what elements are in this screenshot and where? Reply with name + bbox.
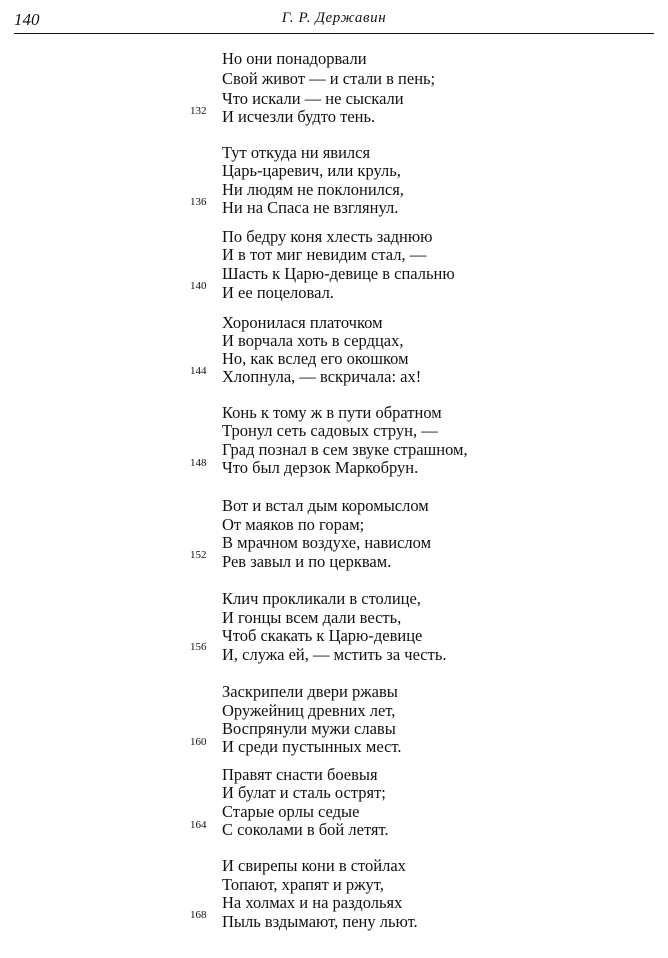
verse-line: От маяков по горам;	[222, 515, 365, 534]
line-number: 140	[190, 280, 207, 292]
verse-line: Конь к тому ж в пути обратном	[222, 403, 442, 422]
verse-line: Заскрипели двери ржавы	[222, 682, 398, 701]
verse-line: Правят снасти боевыя	[222, 765, 378, 784]
verse-line: Старые орлы седые	[222, 802, 360, 821]
verse-line: Что был дерзок Маркобрун.	[222, 458, 419, 477]
verse-line: Рев завыл и по церквам.	[222, 552, 392, 571]
line-number: 132	[190, 105, 207, 117]
verse-line: И в тот миг невидим стал, —	[222, 245, 427, 264]
verse-line: Чтоб скакать к Царю-девице	[222, 626, 423, 645]
line-number: 168	[190, 909, 207, 921]
verse-line: Топают, храпят и ржут,	[222, 875, 384, 894]
verse-line: Хоронилася платочком	[222, 313, 383, 332]
verse-line: С соколами в бой летят.	[222, 820, 389, 839]
line-number: 160	[190, 736, 207, 748]
verse-line: И гонцы всем дали весть,	[222, 608, 402, 627]
verse-line: Свой живот — и стали в пень;	[222, 69, 436, 88]
verse-line: Тут откуда ни явился	[222, 143, 371, 162]
verse-line: Град познал в сем звуке страшном,	[222, 440, 468, 459]
verse-line: И свирепы кони в стойлах	[222, 856, 406, 875]
verse-line: Царь-царевич, или круль,	[222, 161, 401, 180]
line-number: 156	[190, 641, 207, 653]
page-number: 140	[14, 10, 40, 29]
verse-line: Клич прокликали в столице,	[222, 589, 421, 608]
verse-line: И ворчала хоть в сердцах,	[222, 331, 404, 350]
verse-line: Тронул сеть садовых струн, —	[222, 421, 438, 440]
verse-line: Воспрянули мужи славы	[222, 719, 396, 738]
verse-line: И ее поцеловал.	[222, 283, 334, 302]
line-number: 148	[190, 457, 207, 469]
verse-line: В мрачном воздухе, навислом	[222, 533, 432, 552]
verse-line: По бедру коня хлесть заднюю	[222, 227, 433, 246]
line-number: 164	[190, 819, 207, 831]
verse-line: Но, как вслед его окошком	[222, 349, 409, 368]
verse-line: И булат и сталь острят;	[222, 783, 386, 802]
verse-line: И среди пустынных мест.	[222, 737, 402, 756]
verse-line: Оружейниц древних лет,	[222, 701, 396, 720]
verse-line: Шасть к Царю-девице в спальню	[222, 264, 455, 283]
line-number: 152	[190, 549, 207, 561]
verse-line: Хлопнула, — вскричала: ах!	[222, 367, 422, 386]
verse-line: И исчезли будто тень.	[222, 107, 376, 126]
verse-line: Ни людям не поклонился,	[222, 180, 404, 199]
verse-line: Что искали — не сыскали	[222, 89, 404, 108]
running-head: Г. Р. Державин	[281, 10, 387, 26]
line-number: 144	[190, 365, 207, 377]
verse-line: Пыль вздымают, пену льют.	[222, 912, 418, 931]
verse-line: Вот и встал дым коромыслом	[222, 496, 429, 515]
verse-line: На холмах и на раздольях	[222, 893, 403, 912]
verse-line: Ни на Спаса не взглянул.	[222, 198, 399, 217]
line-number: 136	[190, 196, 207, 208]
verse-line: Но они понадорвали	[222, 49, 367, 68]
verse-line: И, служа ей, — мстить за честь.	[222, 645, 447, 664]
